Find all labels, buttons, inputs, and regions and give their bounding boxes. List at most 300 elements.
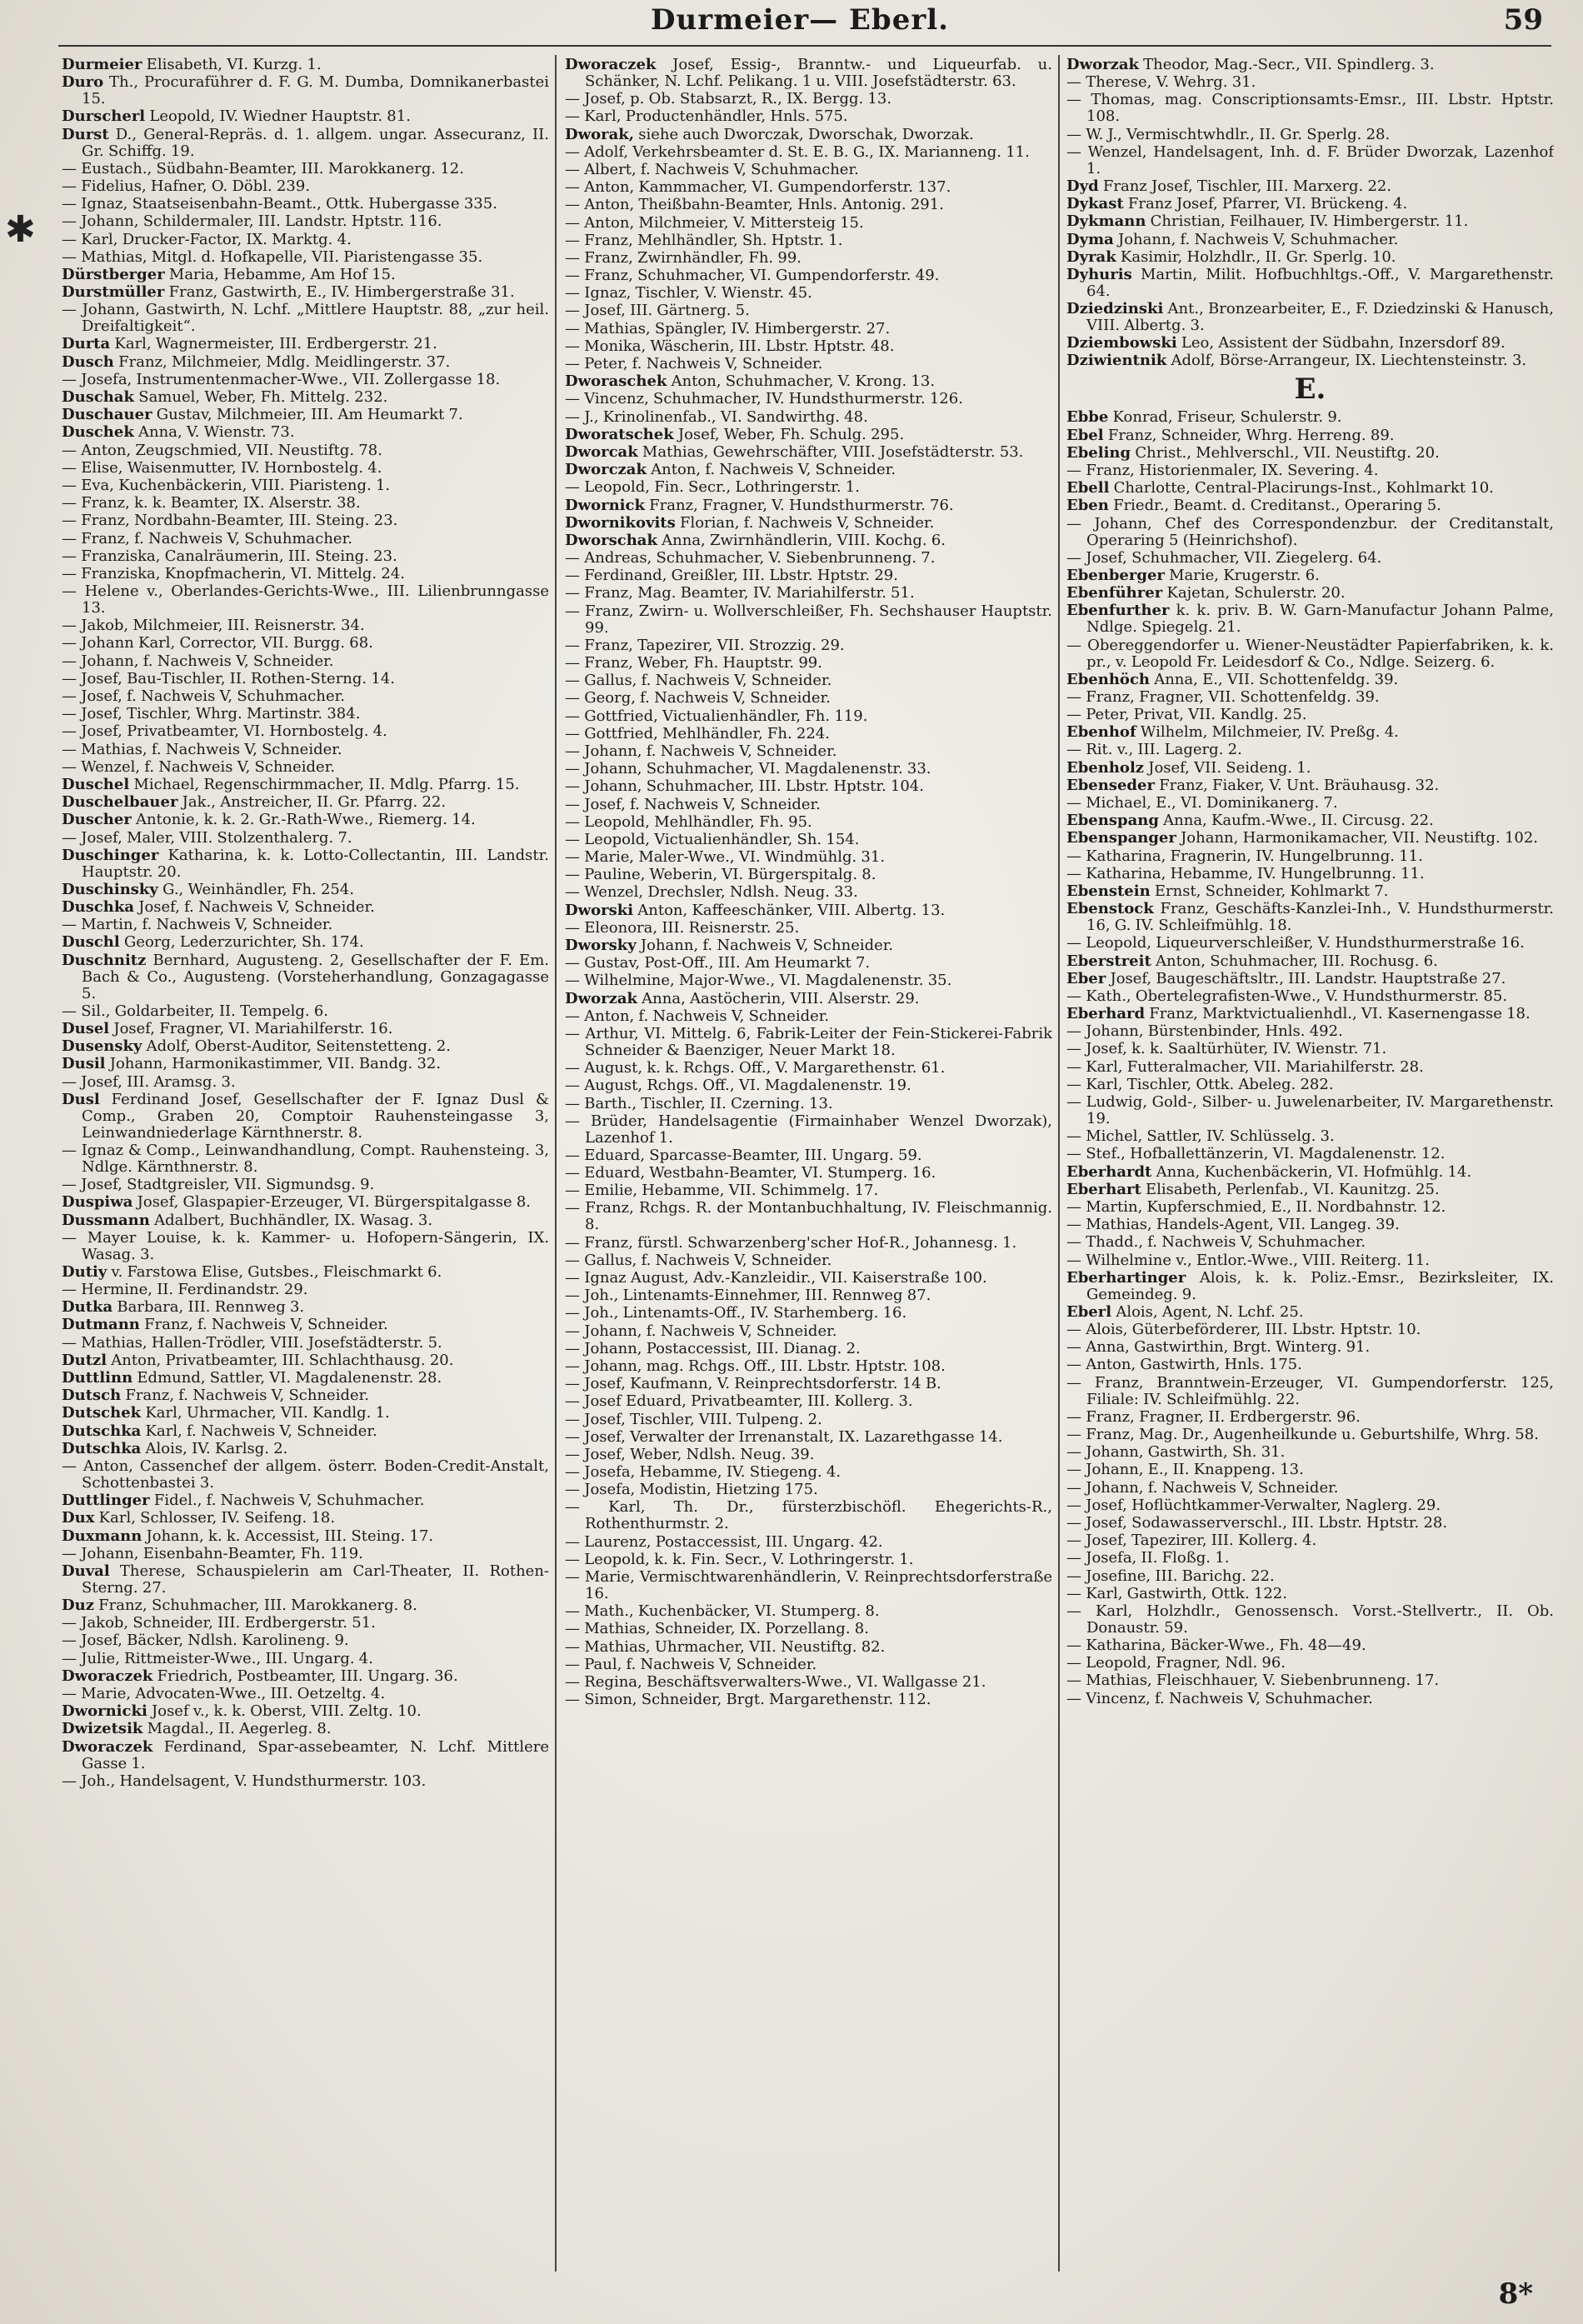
directory-entry: — Mathias, Schneider, IX. Porzellang. 8.: [565, 1620, 869, 1638]
directory-entry: — Therese, V. Wehrg. 31.: [1066, 73, 1256, 92]
directory-entry: — Franz, k. k. Beamter, IX. Alserstr. 38.: [62, 494, 361, 512]
directory-entry: — Leopold, Fin. Secr., Lothringerstr. 1.: [565, 478, 860, 497]
directory-entry: — Franz, fürstl. Schwarzenberg'scher Hof-R., Johannesg. 1.: [565, 1233, 1017, 1252]
directory-entry: — Julie, Rittmeister-Wwe., III. Ungarg. 4.: [62, 1649, 373, 1667]
directory-entry: — Helene v., Oberlandes-Gerichts-Wwe., III. Lilienbrunngasse 13.: [62, 582, 549, 617]
entry-surname: Dworatschek: [565, 425, 674, 443]
directory-entry: Duxmann Johann, k. k. Accessist, III. Steing. 17.: [62, 1527, 434, 1545]
directory-entry: — Josef, k. k. Saaltürhüter, IV. Wienstr. 71.: [1066, 1040, 1387, 1058]
directory-entry: Dutschek Karl, Uhrmacher, VII. Kandlg. 1.: [62, 1404, 390, 1422]
directory-entry: — Ignaz, Staatseisenbahn-Beamt., Ottk. Hubergasse 335.: [62, 195, 497, 213]
directory-entry: — W. J., Vermischtwhdlr., II. Gr. Sperlg. 28.: [1066, 125, 1391, 143]
header-rule: [58, 45, 1551, 47]
directory-entry: Dyhuris Martin, Milit. Hofbuchhltgs.-Off., V. Margarethenstr. 64.: [1066, 265, 1554, 300]
entry-surname: Ebenstock: [1066, 900, 1154, 918]
entry-surname: Dworaczek: [62, 1667, 153, 1685]
entry-surname: Ebenberger: [1066, 566, 1165, 584]
directory-entry: — Josef, Bäcker, Ndlsh. Karolineng. 9.: [62, 1632, 349, 1650]
directory-entry: Duschelbauer Jak., Anstreicher, II. Gr. Pfarrg. 22.: [62, 793, 447, 812]
entry-surname: Dziedzinski: [1066, 300, 1164, 318]
entry-surname: Dworczak: [565, 461, 647, 479]
entry-surname: Dutzl: [62, 1351, 107, 1369]
directory-entry: Dworski Anton, Kaffeeschänker, VIII. Albertg. 13.: [565, 901, 946, 919]
directory-entry: — Franz, f. Nachweis V, Schuhmacher.: [62, 529, 352, 547]
entry-surname: Dusel: [62, 1020, 110, 1037]
directory-entry: — Arthur, VI. Mittelg. 6, Fabrik-Leiter der Fein-Stickerei-Fabrik Schneider & Baenziger, Neuer Markt 18.: [565, 1024, 1052, 1059]
entry-surname: Eberhard: [1066, 1005, 1146, 1023]
directory-entry: Dwornick Franz, Fragner, V. Hundsthurmerstr. 76.: [565, 496, 954, 514]
directory-entry: — Gallus, f. Nachweis V, Schneider.: [565, 672, 832, 690]
entry-surname: Dussmann: [62, 1211, 150, 1229]
directory-entry: Durta Karl, Wagnermeister, III. Erdbergerstr. 21.: [62, 335, 437, 353]
directory-entry: — Franz, Rchgs. R. der Montanbuchhaltung, IV. Fleischmannig. 8.: [565, 1199, 1052, 1234]
entry-surname: Ebenspang: [1066, 812, 1159, 830]
entry-surname: Dutmann: [62, 1316, 140, 1334]
directory-entry: Eberhard Franz, Marktvictualienhdl., VI. Kasernengasse 18.: [1066, 1005, 1531, 1023]
directory-entry: Dworczak Anton, f. Nachweis V, Schneider.: [565, 461, 896, 479]
entry-surname: Dusil: [62, 1055, 106, 1073]
directory-entry: Dwizetsik Magdal., II. Aegerleg. 8.: [62, 1720, 332, 1738]
entry-surname: Dusensky: [62, 1037, 142, 1056]
entry-surname: Durmeier: [62, 57, 142, 73]
directory-entry: Ebenstein Ernst, Schneider, Kohlmarkt 7.: [1066, 882, 1389, 900]
directory-entry: — Laurenz, Postaccessist, III. Ungarg. 42.: [565, 1532, 883, 1551]
entry-list: [1066, 57, 1554, 1707]
directory-entry: Dworzak Theodor, Mag.-Secr., VII. Spindlerg. 3.: [1066, 57, 1435, 73]
directory-entry: — Michel, Sattler, IV. Schlüsselg. 3.: [1066, 1127, 1335, 1146]
entry-surname: Ebenseder: [1066, 776, 1155, 794]
directory-entry: — Karl, Holzhdlr., Genossensch. Vorst.-Stellvertr., II. Ob. Donaustr. 59.: [1066, 1602, 1554, 1637]
directory-entry: Ebeling Christ., Mehlverschl., VII. Neustiftg. 20.: [1066, 443, 1440, 462]
directory-entry: — Paul, f. Nachweis V, Schneider.: [565, 1655, 817, 1673]
entry-surname: Dux: [62, 1509, 95, 1527]
directory-entry: — Alois, Güterbeförderer, III. Lbstr. Hptstr. 10.: [1066, 1321, 1421, 1339]
directory-entry: — Peter, Privat, VII. Kandlg. 25.: [1066, 706, 1307, 724]
directory-entry: — Andreas, Schuhmacher, V. Siebenbrunneng. 7.: [565, 549, 936, 567]
directory-entry: — Marie, Maler-Wwe., VI. Windmühlg. 31.: [565, 848, 886, 867]
directory-entry: — Karl, Th. Dr., fürsterzbischöfl. Ehegerichts-R., Rothenthurmstr. 2.: [565, 1498, 1052, 1533]
entry-surname: Dyhuris: [1066, 265, 1132, 283]
directory-entry: Eber Josef, Baugeschäftsltr., III. Landstr. Hauptstraße 27.: [1066, 969, 1506, 987]
directory-entry: — Josef, Tischler, VIII. Tulpeng. 2.: [565, 1410, 822, 1428]
entry-surname: Duscher: [62, 811, 132, 829]
directory-entry: Eberhartinger Alois, k. k. Poliz.-Emsr., Bezirksleiter, IX. Gemeindeg. 9.: [1066, 1268, 1554, 1303]
entry-surname: Ebenspanger: [1066, 829, 1176, 847]
entry-surname: Eber: [1066, 969, 1106, 987]
directory-entry: — Mayer Louise, k. k. Kammer- u. Hofopern-Sängerin, IX. Wasag. 3.: [62, 1228, 549, 1263]
directory-entry: Eben Friedr., Beamt. d. Creditanst., Operaring 5.: [1066, 497, 1441, 515]
entry-surname: Duval: [62, 1562, 110, 1580]
directory-entry: — Simon, Schneider, Brgt. Margarethenstr. 112.: [565, 1691, 931, 1709]
directory-entry: — Regina, Beschäftsverwalters-Wwe., VI. Wallgasse 21.: [565, 1672, 986, 1691]
entry-surname: Duttlinn: [62, 1369, 133, 1387]
directory-entry: Durstmüller Franz, Gastwirth, E., IV. Himbergerstraße 31.: [62, 283, 515, 302]
entry-surname: Ebell: [1066, 479, 1110, 497]
directory-entry: — Johann, E., II. Knappeng. 13.: [1066, 1461, 1304, 1479]
directory-entry: — Albert, f. Nachweis V, Schuhmacher.: [565, 160, 859, 178]
directory-entry: Dziedzinski Ant., Bronzearbeiter, E., F. Dziedzinski & Hanusch, VIII. Albertg. 3.: [1066, 300, 1554, 335]
directory-entry: — Sil., Goldarbeiter, II. Tempelg. 6.: [62, 1002, 329, 1020]
directory-entry: — Josef Eduard, Privatbeamter, III. Kollerg. 3.: [565, 1392, 913, 1411]
entry-surname: Duschnitz: [62, 951, 147, 969]
directory-entry: Ebel Franz, Schneider, Whrg. Herreng. 89.: [1066, 426, 1395, 444]
directory-entry: — Pauline, Weberin, VI. Bürgerspitalg. 8.: [565, 866, 876, 884]
directory-entry: — Josef, III. Aramsg. 3.: [62, 1072, 236, 1091]
directory-entry: Duschka Josef, f. Nachweis V, Schneider.: [62, 898, 375, 917]
directory-entry: — Wilhelmine, Major-Wwe., VI. Magdalenenstr. 35.: [565, 972, 952, 990]
directory-entry: — Josef, p. Ob. Stabsarzt, R., IX. Bergg. 13.: [565, 90, 892, 108]
directory-entry: — Obereggendorfer u. Wiener-Neustädter Papierfabriken, k. k. pr., v. Leopold Fr. Leidesdorf & Co., Ndlge. Seizerg. 6.: [1066, 636, 1554, 671]
directory-entry: Ebenhöch Anna, E., VII. Schottenfeldg. 39.: [1066, 670, 1399, 688]
entry-surname: Eben: [1066, 497, 1109, 515]
directory-entry: — Josef, Kaufmann, V. Reinprechtsdorferstr. 14 B.: [565, 1375, 941, 1393]
directory-entry: — Stef., Hofballettänzerin, VI. Magdalenenstr. 12.: [1066, 1145, 1446, 1163]
page-header: [50, 0, 1550, 43]
directory-entry: — Karl, Productenhändler, Hnls. 575.: [565, 107, 848, 126]
directory-entry: Dworatschek Josef, Weber, Fh. Schulg. 295.: [565, 425, 905, 443]
directory-entry: — August, Rchgs. Off., VI. Magdalenenstr. 19.: [565, 1077, 911, 1095]
directory-entry: — Franz, Schuhmacher, VI. Gumpendorferstr. 49.: [565, 267, 940, 285]
directory-entry: Ebenseder Franz, Fiaker, V. Unt. Bräuhausg. 32.: [1066, 776, 1440, 794]
directory-entry: — Josef, Hoflüchtkammer-Verwalter, Naglerg. 29.: [1066, 1496, 1441, 1514]
directory-entry: Dutiy v. Farstowa Elise, Gutsbes., Fleischmarkt 6.: [62, 1262, 442, 1281]
directory-entry: — Anton, Kammmacher, VI. Gumpendorferstr. 137.: [565, 178, 951, 197]
directory-entry: — Ignaz, Tischler, V. Wienstr. 45.: [565, 284, 812, 302]
directory-entry: Dutzl Anton, Privatbeamter, III. Schlachthausg. 20.: [62, 1351, 454, 1369]
entry-surname: Dusch: [62, 352, 114, 371]
entry-surname: Dwornick: [565, 496, 645, 514]
entry-surname: Duschek: [62, 423, 134, 442]
entry-surname: Dworsky: [565, 937, 637, 954]
entry-surname: Duschak: [62, 388, 135, 406]
directory-entry: — Karl, Futteralmacher, VII. Mariahilferstr. 28.: [1066, 1057, 1424, 1076]
directory-entry: — Leopold, Victualienhändler, Sh. 154.: [565, 830, 860, 848]
entry-surname: Dürstberger: [62, 265, 165, 283]
directory-entry: — Gallus, f. Nachweis V, Schneider.: [565, 1251, 832, 1269]
directory-entry: — Peter, f. Nachweis V, Schneider.: [565, 355, 823, 372]
directory-entry: Eberhart Elisabeth, Perlenfab., VI. Kaunitzg. 25.: [1066, 1180, 1440, 1198]
directory-entry: Ebenspang Anna, Kaufm.-Wwe., II. Circusg. 22.: [1066, 812, 1434, 830]
entry-surname: Eberstreit: [1066, 952, 1151, 970]
directory-entry: — Josefa, Modistin, Hietzing 175.: [565, 1481, 818, 1499]
directory-entry: — Johann, Schuhmacher, VI. Magdalenenstr. 33.: [565, 760, 931, 778]
entry-surname: Dworaschek: [565, 372, 667, 391]
directory-entry: — Karl, Drucker-Factor, IX. Marktg. 4.: [62, 230, 352, 248]
directory-entry: — Johann, f. Nachweis V, Schneider.: [62, 652, 334, 670]
directory-entry: Dutmann Franz, f. Nachweis V, Schneider.: [62, 1316, 388, 1334]
directory-entry: — Ignaz & Comp., Leinwandhandlung, Compt. Rauhensteing. 3, Ndlge. Kärnthnerstr. 8.: [62, 1141, 549, 1176]
directory-entry: — Josefine, III. Barichg. 22.: [1066, 1567, 1275, 1585]
directory-entry: Dussmann Adalbert, Buchhändler, IX. Wasag. 3.: [62, 1211, 433, 1229]
directory-entry: — Joh., Lintenamts-Einnehmer, III. Rennweg 87.: [565, 1287, 931, 1305]
directory-entry: Durscherl Leopold, IV. Wiedner Hauptstr. 81.: [62, 107, 411, 126]
directory-entry: — Wenzel, Handelsagent, Inh. d. F. Brüder Dworzak, Lazenhof 1.: [1066, 142, 1554, 177]
entry-surname: Ebenholz: [1066, 758, 1144, 777]
directory-entry: — Anton, Theißbahn-Beamter, Hnls. Antonig. 291.: [565, 196, 944, 214]
entry-surname: Dwornicki: [62, 1702, 147, 1721]
directory-entry: — Johann, f. Nachweis V, Schneider.: [1066, 1478, 1339, 1497]
directory-entry: — Josefa, Hebamme, IV. Stiegeng. 4.: [565, 1463, 841, 1482]
directory-entry: — Josef, Weber, Ndlsh. Neug. 39.: [565, 1445, 815, 1463]
signature-mark: 8*: [1498, 2277, 1533, 2311]
directory-entry: Dutschka Karl, f. Nachweis V, Schneider.: [62, 1422, 377, 1440]
directory-entry: — Josef, Bau-Tischler, II. Rothen-Sterng. 14.: [62, 669, 395, 687]
directory-entry: — Gottfried, Mehlhändler, Fh. 224.: [565, 724, 831, 742]
entry-surname: Durst: [62, 125, 109, 143]
entry-surname: Duspiwa: [62, 1193, 133, 1212]
directory-entry: Duschel Michael, Regenschirmmacher, II. Mdlg. Pfarrg. 15.: [62, 775, 520, 793]
directory-entry: — Franz, Mag. Beamter, IV. Mariahilferstr. 51.: [565, 584, 915, 602]
directory-entry: Dyrak Kasimir, Holzhdlr., II. Gr. Sperlg. 10.: [1066, 247, 1396, 266]
directory-entry: Dworcak Mathias, Gewehrschäfter, VIII. Josefstädterstr. 53.: [565, 442, 1024, 461]
directory-entry: — Elise, Waisenmutter, IV. Hornbostelg. 4.: [62, 458, 382, 477]
directory-entry: — Jakob, Schneider, III. Erdbergerstr. 51.: [62, 1614, 376, 1632]
entry-surname: Dwornikovits: [565, 513, 676, 532]
entry-surname: Duschinsky: [62, 880, 158, 898]
directory-entry: — Johann, Chef des Correspondenzbur. der Creditanstalt, Operaring 5 (Heinrichshof).: [1066, 514, 1554, 549]
entry-surname: Ebeling: [1066, 443, 1131, 462]
directory-entry: Dworaschek Anton, Schuhmacher, V. Krong. 13.: [565, 372, 936, 391]
directory-entry: — Josef, Verwalter der Irrenanstalt, IX. Lazarethgasse 14.: [565, 1427, 1003, 1446]
entry-surname: Duxmann: [62, 1527, 142, 1545]
column-1: [62, 57, 549, 2273]
directory-entry: Duschnitz Bernhard, Augusteng. 2, Gesellschafter der F. Em. Bach & Co., Augusteng. (Vorsteherhandlung, Gonzagagasse 5.: [62, 951, 549, 1002]
directory-entry: — Anton, f. Nachweis V, Schneider.: [565, 1007, 830, 1025]
entry-surname: Dutschka: [62, 1439, 142, 1457]
entry-surname: Dworzak: [565, 989, 637, 1007]
directory-entry: Ebenspanger Johann, Harmonikamacher, VII. Neustiftg. 102.: [1066, 829, 1539, 847]
entry-surname: Eberhart: [1066, 1180, 1141, 1198]
directory-entry: — Katharina, Hebamme, IV. Hungelbrunng. 11.: [1066, 864, 1425, 882]
page-title: Durmeier— Eberl.: [650, 3, 949, 37]
directory-entry: — Johann, Schuhmacher, III. Lbstr. Hptstr. 104.: [565, 777, 924, 796]
directory-entry: — Anton, Zeugschmied, VII. Neustiftg. 78.: [62, 441, 382, 459]
directory-entry: — Katharina, Fragnerin, IV. Hungelbrunng. 11.: [1066, 847, 1423, 865]
entry-surname: Dyma: [1066, 230, 1114, 248]
directory-entry: — Johann, Eisenbahn-Beamter, Fh. 119.: [62, 1544, 363, 1562]
directory-entry: — Eduard, Westbahn-Beamter, VI. Stumperg. 16.: [565, 1164, 936, 1182]
entry-surname: Dworak,: [565, 125, 634, 143]
directory-entry: Duro Th., Procuraführer d. F. G. M. Dumba, Domnikanerbastei 15.: [62, 73, 549, 108]
directory-entry: — Franz, Zwirn- u. Wollverschleißer, Fh. Sechshauser Hauptstr. 99.: [565, 602, 1052, 637]
directory-entry: — Josef, Stadtgreisler, VII. Sigmundsg. 9.: [62, 1176, 375, 1194]
directory-entry: — Josef, Schuhmacher, VII. Ziegelerg. 64.: [1066, 548, 1382, 567]
entry-list: [62, 57, 549, 1790]
entry-surname: Dutschek: [62, 1404, 142, 1422]
directory-entry: — Joh., Handelsagent, V. Hundsthurmerstr. 103.: [62, 1772, 427, 1790]
directory-entry: — Ignaz August, Adv.-Kanzleidir., VII. Kaiserstraße 100.: [565, 1269, 987, 1287]
directory-entry: — Mathias, Mitgl. d. Hofkapelle, VII. Piaristengasse 35.: [62, 247, 483, 266]
directory-entry: — Josef, f. Nachweis V, Schneider.: [565, 795, 821, 813]
directory-entry: Duschinsky G., Weinhändler, Fh. 254.: [62, 880, 355, 898]
directory-entry: Durst D., General-Repräs. d. 1. allgem. ungar. Assecuranz, II. Gr. Schiffg. 19.: [62, 125, 549, 160]
directory-entry: — Marie, Advocaten-Wwe., III. Oetzeltg. 4.: [62, 1685, 386, 1702]
directory-entry: — Marie, Vermischtwarenhändlerin, V. Reinprechtsdorferstraße 16.: [565, 1568, 1052, 1602]
directory-entry: — Karl, Tischler, Ottk. Abeleg. 282.: [1066, 1075, 1334, 1093]
entry-surname: Dworaczek: [565, 57, 657, 73]
directory-entry: Duschak Samuel, Weber, Fh. Mittelg. 232.: [62, 388, 388, 406]
directory-entry: — Franziska, Knopfmacherin, VI. Mittelg. 24.: [62, 564, 405, 582]
directory-entry: — Martin, Kupferschmied, E., II. Nordbahnstr. 12.: [1066, 1197, 1446, 1216]
directory-entry: Dutschka Alois, IV. Karlsg. 2.: [62, 1439, 288, 1457]
directory-entry: Duschek Anna, V. Wienstr. 73.: [62, 423, 295, 442]
entry-surname: Dworschak: [565, 531, 657, 549]
directory-entry: — Mathias, Handels-Agent, VII. Langeg. 39.: [1066, 1216, 1400, 1234]
entry-surname: Dutsch: [62, 1387, 122, 1405]
directory-entry: — Johann, Schildermaler, III. Landstr. Hptstr. 116.: [62, 212, 442, 231]
column-2: [565, 57, 1052, 2273]
directory-entry: Dusl Ferdinand Josef, Gesellschafter der F. Ignaz Dusl & Comp., Graben 20, Comptoir Rauhensteingasse 3, Leinwandniederlage Kärnthnerstr. 8.: [62, 1090, 549, 1142]
directory-entry: — Eleonora, III. Reisnerstr. 25.: [565, 918, 800, 937]
directory-entry: Dykmann Christian, Feilhauer, IV. Himbergerstr. 11.: [1066, 212, 1469, 231]
directory-entry: Dykast Franz Josef, Pfarrer, VI. Brückeng. 4.: [1066, 195, 1408, 213]
directory-entry: — Josefa, Instrumentenmacher-Wwe., VII. Zollergasse 18.: [62, 370, 501, 388]
directory-entry: Dwornicki Josef v., k. k. Oberst, VIII. Zeltg. 10.: [62, 1702, 422, 1721]
directory-entry: Dziwientnik Adolf, Börse-Arrangeur, IX. Liechtensteinstr. 3.: [1066, 352, 1527, 370]
directory-entry: — Brüder, Handelsagentie (Firmainhaber Wenzel Dworzak), Lazenhof 1.: [565, 1112, 1052, 1147]
directory-entry: — Karl, Gastwirth, Ottk. 122.: [1066, 1584, 1287, 1602]
directory-entry: — Michael, E., VI. Dominikanerg. 7.: [1066, 794, 1338, 812]
directory-entry: Dux Karl, Schlosser, IV. Seifeng. 18.: [62, 1509, 336, 1527]
entry-surname: Duz: [62, 1597, 94, 1615]
entry-surname: Dutka: [62, 1298, 113, 1317]
directory-entry: — Adolf, Verkehrsbeamter d. St. E. B. G., IX. Marianneng. 11.: [565, 142, 1030, 161]
directory-entry: Dusel Josef, Fragner, VI. Mariahilferstr. 16.: [62, 1020, 393, 1037]
margin-mark-icon: ✱: [5, 208, 36, 251]
entry-surname: Eberhartinger: [1066, 1268, 1186, 1287]
directory-entry: — Rit. v., III. Lagerg. 2.: [1066, 741, 1242, 759]
directory-entry: Ebenholz Josef, VII. Seideng. 1.: [1066, 758, 1311, 777]
directory-entry: Dworak, siehe auch Dworczak, Dworschak, Dworzak.: [565, 125, 974, 143]
directory-entry: — Gustav, Post-Off., III. Am Heumarkt 7.: [565, 954, 871, 972]
entry-surname: Dutschka: [62, 1422, 142, 1440]
entry-surname: Ebenfurther: [1066, 602, 1170, 620]
directory-entry: Duz Franz, Schuhmacher, III. Marokkanerg. 8.: [62, 1597, 417, 1615]
entry-surname: Durscherl: [62, 107, 146, 126]
entry-surname: Dworcak: [565, 442, 638, 461]
directory-entry: — Johann, mag. Rchgs. Off., III. Lbstr. Hptstr. 108.: [565, 1357, 946, 1375]
directory-entry: — Jakob, Milchmeier, III. Reisnerstr. 34.: [62, 617, 365, 635]
directory-entry: — Josefa, II. Floßg. 1.: [1066, 1549, 1230, 1567]
entry-surname: Dyd: [1066, 177, 1099, 195]
directory-entry: — Georg, f. Nachweis V, Schneider.: [565, 689, 831, 707]
entry-surname: Durstmüller: [62, 283, 165, 302]
directory-entry: Ebenstock Franz, Geschäfts-Kanzlei-Inh., V. Hundsthurmerstr. 16, G. IV. Schleifmühlg. 18.: [1066, 900, 1554, 935]
directory-entry: — Wilhelmine v., Entlor.-Wwe., VIII. Reiterg. 11.: [1066, 1251, 1430, 1269]
directory-entry: — J., Krinolinenfab., VI. Sandwirthg. 48.: [565, 407, 868, 426]
directory-entry: — Franz, Nordbahn-Beamter, III. Steing. 23.: [62, 512, 398, 530]
directory-entry: Ebenhof Wilhelm, Milchmeier, IV. Preßg. 4.: [1066, 723, 1399, 742]
column-divider: [555, 55, 557, 2272]
directory-entry: Eberhardt Anna, Kuchenbäckerin, VI. Hofmühlg. 14.: [1066, 1162, 1472, 1181]
directory-entry: — Thadd., f. Nachweis V, Schuhmacher.: [1066, 1233, 1366, 1252]
entry-surname: Eberhardt: [1066, 1162, 1152, 1181]
directory-entry: Ebbe Konrad, Friseur, Schulerstr. 9.: [1066, 408, 1342, 427]
entry-list: [565, 57, 1052, 1708]
directory-entry: — Franz, Mag. Dr., Augenheilkunde u. Geburtshilfe, Whrg. 58.: [1066, 1426, 1539, 1443]
directory-entry: — Eustach., Südbahn-Beamter, III. Marokkanerg. 12.: [62, 159, 464, 177]
directory-entry: — Thomas, mag. Conscriptionsamts-Emsr., III. Lbstr. Hptstr. 108.: [1066, 91, 1554, 126]
entry-surname: Dyrak: [1066, 247, 1116, 266]
directory-entry: — Johann, Postaccessist, III. Dianag. 2.: [565, 1339, 861, 1357]
entry-surname: Duschinger: [62, 846, 159, 864]
directory-entry: — Mathias, Uhrmacher, VII. Neustiftg. 82.: [565, 1637, 886, 1656]
entry-surname: Dziwientnik: [1066, 352, 1167, 370]
entry-surname: Duschelbauer: [62, 793, 178, 812]
directory-entry: — Anton, Milchmeier, V. Mittersteig 15.: [565, 213, 864, 232]
directory-entry: Dworaczek Josef, Essig-, Branntw.- und Liqueurfab. u. Schänker, N. Lchf. Pelikang. 1 u. VIII. Josefstädterstr. 63.: [565, 57, 1052, 90]
directory-entry: Duval Therese, Schauspielerin am Carl-Theater, II. Rothen-Sterng. 27.: [62, 1562, 549, 1597]
directory-entry: Eberstreit Anton, Schuhmacher, III. Rochusg. 6.: [1066, 952, 1438, 970]
directory-entry: Ebenfurther k. k. priv. B. W. Garn-Manufactur Johann Palme, Ndlge. Spiegelg. 21.: [1066, 602, 1554, 637]
entry-surname: Ebel: [1066, 426, 1104, 444]
directory-entry: — Johann, f. Nachweis V, Schneider.: [565, 742, 837, 760]
entry-surname: Duschka: [62, 898, 135, 917]
directory-entry: — Vincenz, f. Nachweis V, Schuhmacher.: [1066, 1689, 1373, 1707]
directory-entry: — Vincenz, Schuhmacher, IV. Hundsthurmerstr. 126.: [565, 390, 963, 408]
directory-entry: — Ludwig, Gold-, Silber- u. Juwelenarbeiter, IV. Margarethenstr. 19.: [1066, 1093, 1554, 1127]
entry-surname: Dykmann: [1066, 212, 1146, 231]
directory-entry: — Monika, Wäscherin, III. Lbstr. Hptstr. 48.: [565, 337, 895, 355]
directory-entry: — Franz, Mehlhändler, Sh. Hptstr. 1.: [565, 231, 843, 249]
directory-entry: — Josef, f. Nachweis V, Schuhmacher.: [62, 687, 345, 705]
directory-entry: — Eduard, Sparcasse-Beamter, III. Ungarg. 59.: [565, 1146, 922, 1164]
directory-entry: — Anton, Cassenchef der allgem. österr. Boden-Credit-Anstalt, Schottenbastei 3.: [62, 1457, 549, 1492]
directory-entry: Dusensky Adolf, Oberst-Auditor, Seitenstetteng. 2.: [62, 1037, 452, 1056]
entry-surname: Duschauer: [62, 406, 152, 424]
entry-surname: Dworzak: [1066, 57, 1139, 73]
directory-entry: — Josef, Privatbeamter, VI. Hornbostelg. 4.: [62, 722, 387, 741]
directory-entry: Dworaczek Ferdinand, Spar-assebeamter, N. Lchf. Mittlere Gasse 1.: [62, 1737, 549, 1772]
directory-entry: — Emilie, Hebamme, VII. Schimmelg. 17.: [565, 1182, 879, 1200]
entry-surname: Dworski: [565, 901, 634, 919]
entry-surname: Ebenstein: [1066, 882, 1151, 900]
directory-entry: — Gottfried, Victualienhändler, Fh. 119.: [565, 707, 868, 725]
directory-entry: Dutka Barbara, III. Rennweg 3.: [62, 1298, 305, 1317]
page-number: 59: [1503, 3, 1543, 37]
directory-entry: Dwornikovits Florian, f. Nachweis V, Schneider.: [565, 513, 935, 532]
directory-entry: — Fidelius, Hafner, O. Döbl. 239.: [62, 177, 311, 195]
directory-entry: — Anna, Gastwirthin, Brgt. Winterg. 91.: [1066, 1338, 1371, 1357]
directory-entry: — Franz, Fragner, VII. Schottenfeldg. 39.: [1066, 687, 1380, 706]
directory-entry: — Franz, Fragner, II. Erdbergerstr. 96.: [1066, 1407, 1361, 1426]
entry-surname: Ebenführer: [1066, 584, 1163, 602]
entry-surname: Duro: [62, 73, 104, 92]
directory-entry: Duschinger Katharina, k. k. Lotto-Collectantin, III. Landstr. Hauptstr. 20.: [62, 846, 549, 881]
entry-surname: Dwizetsik: [62, 1720, 143, 1738]
directory-entry: — Franziska, Canalräumerin, III. Steing. 23.: [62, 547, 397, 565]
directory-entry: Ebenberger Marie, Krugerstr. 6.: [1066, 566, 1320, 584]
directory-entry: — Martin, f. Nachweis V, Schneider.: [62, 916, 333, 934]
directory-entry: — Leopold, Fragner, Ndl. 96.: [1066, 1654, 1286, 1672]
directory-entry: — Josef, Tapezirer, III. Kollerg. 4.: [1066, 1532, 1317, 1550]
directory-entry: — Leopold, Mehlhändler, Fh. 95.: [565, 812, 812, 831]
entry-surname: Dziembowski: [1066, 334, 1177, 352]
directory-entry: — Josef, Maler, VIII. Stolzenthalerg. 7.: [62, 828, 352, 847]
entry-surname: Ebbe: [1066, 408, 1109, 427]
directory-entry: — Hermine, II. Ferdinandstr. 29.: [62, 1281, 308, 1299]
directory-entry: Durmeier Elisabeth, VI. Kurzg. 1.: [62, 57, 322, 73]
directory-entry: Duttlinger Fidel., f. Nachweis V, Schuhmacher.: [62, 1492, 425, 1510]
directory-entry: Duschauer Gustav, Milchmeier, III. Am Heumarkt 7.: [62, 406, 463, 424]
directory-entry: — Eva, Kuchenbäckerin, VIII. Piaristeng. 1.: [62, 476, 391, 494]
directory-entry: Dusch Franz, Milchmeier, Mdlg. Meidlingerstr. 37.: [62, 352, 451, 371]
column-divider: [1058, 55, 1060, 2272]
directory-entry: Dürstberger Maria, Hebamme, Am Hof 15.: [62, 265, 396, 283]
directory-entry: — Josef, Sodawasserverschl., III. Lbstr. Hptstr. 28.: [1066, 1513, 1448, 1532]
directory-entry: — Franz, Weber, Fh. Hauptstr. 99.: [565, 654, 822, 672]
directory-entry: Duschl Georg, Lederzurichter, Sh. 174.: [62, 933, 364, 952]
